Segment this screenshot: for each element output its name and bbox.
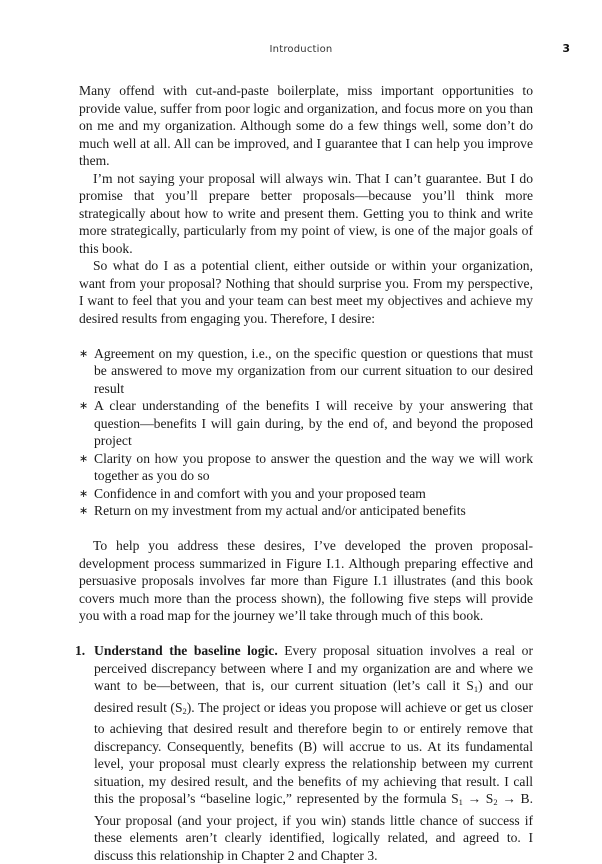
step-text: ). The project or ideas you propose will achieve or get us closer to achieving that desired result and therefore begin to or entirely remove that discrepancy. Consequently, benefits (B) will accrue to us. At its fundamental level, your proposal must clearly express the relationship between my current situation, my desired result, and the benefits of my achieving that result. I call this the proposal’s “baseline logic,” represented by the formula S xyxy=(94,699,533,806)
list-item-text: Clarity on how you propose to answer the question and the way we will work together as you do so xyxy=(94,450,533,483)
body-text xyxy=(75,82,533,864)
paragraph: To help you address these desires, I’ve developed the proven proposal-development process summarized in Figure I.1. Although preparing effective and persuasive proposals involves far more than Figure I.1 illustrates (and this book covers much more than the process shown), the following five steps will provide you with a road map for the journey we’ll take through much of this book. xyxy=(79,538,533,623)
steps-list xyxy=(75,642,533,864)
running-head: Introduction xyxy=(269,44,333,55)
list-item-text: A clear understanding of the benefits I will receive by your answering that question—benefits I will gain during, by the end of, and beyond the proposed project xyxy=(94,398,533,448)
list-item xyxy=(79,485,533,503)
desires-list xyxy=(79,345,533,520)
paragraph: I’m not saying your proposal will always win. That I can’t guarantee. But I do promise that you’ll prepare better proposals—because you’ll think more strategically about how to write and present them. Getting you to think and write more strategically, particularly from my point of view, is one of the major goals of this book. xyxy=(79,170,533,256)
bullet-icon: ∗ xyxy=(79,451,89,465)
list-item xyxy=(79,450,533,485)
subscript: 1 xyxy=(458,797,463,807)
step-text: → B. Your proposal (and your project, if you win) stands little chance of success if these elements aren’t clearly identified, logically related, and agreed to. I discuss this relationship in Chapter 2 and Chapter 3. xyxy=(94,791,533,863)
step-number: 1. xyxy=(75,643,86,658)
bullet-icon: ∗ xyxy=(79,399,89,412)
bullet-icon: ∗ xyxy=(79,486,89,500)
subscript: 1 xyxy=(473,684,479,694)
list-item-text: Confidence in and comfort with you and your proposed team xyxy=(94,485,426,501)
page-number: 3 xyxy=(562,42,570,55)
spacer xyxy=(79,327,533,345)
subscript: 2 xyxy=(493,797,498,807)
spacer xyxy=(79,625,533,643)
step-text: ) and our desired result (S xyxy=(94,678,533,715)
list-item-text: Return on my investment from my actual and/or anticipated benefits xyxy=(94,503,466,518)
step-item xyxy=(75,642,533,864)
list-item xyxy=(79,345,533,398)
list-item xyxy=(79,502,533,520)
step-title: Understand the baseline logic. xyxy=(94,643,278,658)
step-text: Every proposal situation involves a real or perceived discrepancy between where I and my organization are and where we want to be—between, that is, our current situation (let’s call it S xyxy=(94,643,533,693)
bullet-icon: ∗ xyxy=(79,346,89,360)
paragraph: Many offend with cut-and-paste boilerplate, miss important opportunities to provide value, suffer from poor logic and organization, and focus more on you than on me and my organization. Although some do a few things well, some don’t do much well at all. All can be improved, and I guarantee that I can help you improve them. xyxy=(79,83,533,168)
list-item-text: Agreement on my question, i.e., on the specific question or questions that must be answered to move my organization from our current situation to our desired result xyxy=(94,345,533,396)
spacer xyxy=(79,520,533,538)
paragraph: So what do I as a potential client, either outside or within your organization, want from your proposal? Nothing that should surprise you. From my perspective, I want to feel that you and your team can best meet my objectives and achieve my desired results from engaging you. Therefore, I desire: xyxy=(79,258,533,326)
step-text: → S xyxy=(462,791,494,806)
subscript: 2 xyxy=(182,705,187,716)
list-item xyxy=(79,397,533,450)
bullet-icon: ∗ xyxy=(79,504,89,517)
